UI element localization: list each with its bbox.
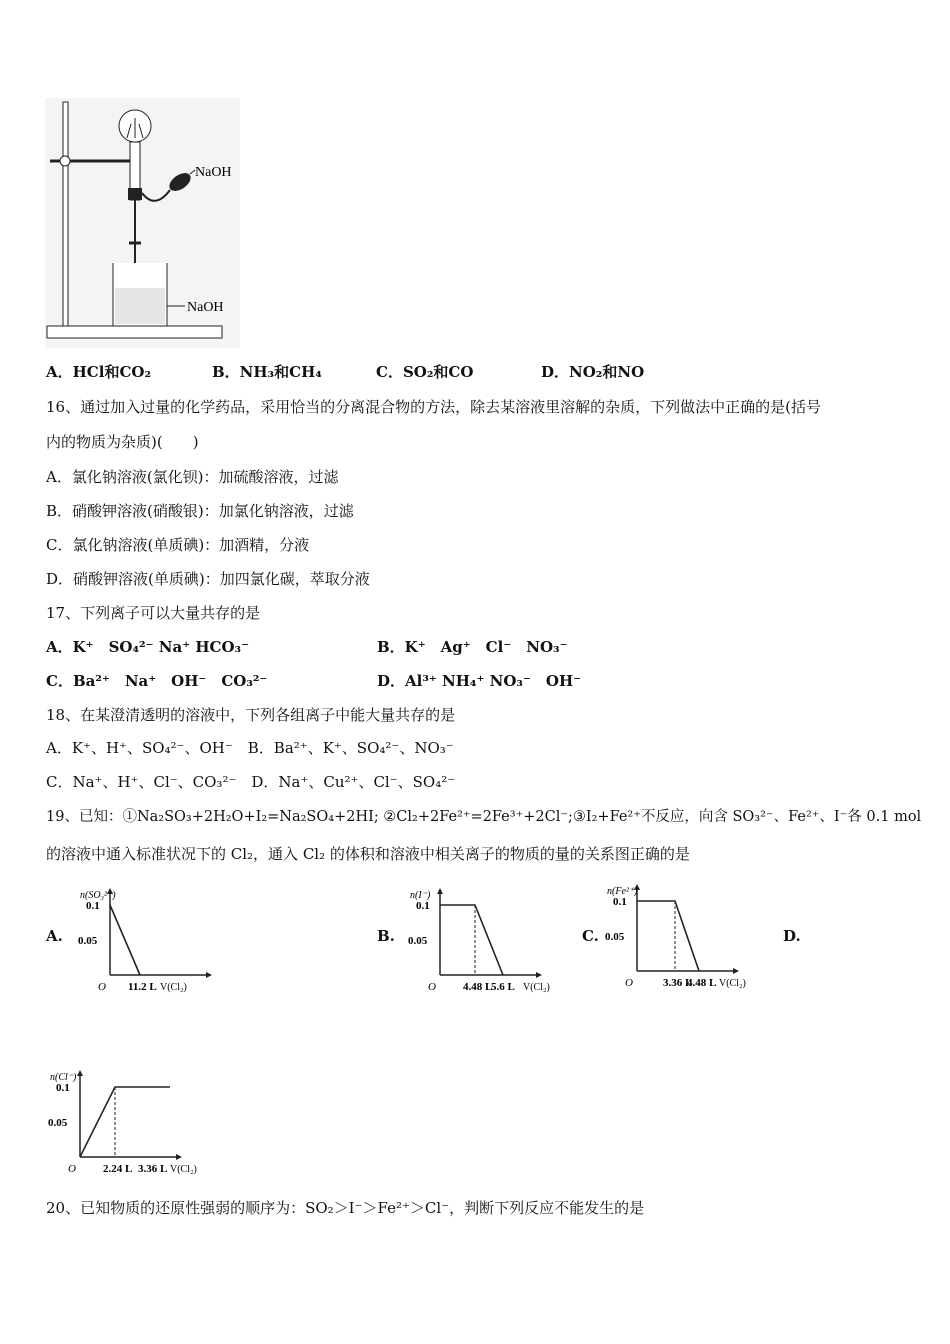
q17-option-c[interactable]: C．Ba²⁺ Na⁺ OH⁻ CO₃²⁻ — [46, 672, 268, 690]
y-axis-label: n(SO₃²⁻) — [80, 890, 116, 901]
q19-graph-d — [40, 1062, 210, 1177]
q17-option-a[interactable]: A．K⁺ SO₄²⁻ Na⁺ HCO₃⁻ — [46, 638, 250, 656]
x-axis-arrow — [536, 972, 542, 978]
gas-absorption-apparatus — [45, 98, 245, 353]
q19-option-c-letter[interactable]: C. — [582, 927, 599, 945]
x-tick-label: 11.2 L — [128, 981, 157, 993]
q18-options-cd[interactable]: C．Na⁺、H⁺、Cl⁻、CO₃²⁻ D．Na⁺、Cu²⁺、Cl⁻、SO₄²⁻ — [46, 773, 456, 791]
q19-graph-b — [400, 880, 570, 995]
data-line — [110, 905, 140, 975]
q16-option-a[interactable]: A．氯化钠溶液(氯化钡)：加硫酸溶液，过滤 — [46, 468, 339, 486]
origin-label: O — [428, 981, 436, 993]
y-tick-label: 0.1 — [416, 900, 430, 912]
y-axis-label: n(Fe²⁺) — [607, 886, 638, 897]
q19-option-a-letter[interactable]: A. — [46, 927, 63, 945]
x-axis-label: V(Cl₂) — [523, 982, 550, 993]
q15-option-c[interactable]: C．SO₂和CO — [376, 363, 474, 381]
q19-graph-a — [70, 880, 240, 995]
y-tick-label: 0.05 — [605, 931, 625, 943]
q18-options-ab[interactable]: A．K⁺、H⁺、SO₄²⁻、OH⁻ B．Ba²⁺、K⁺、SO₄²⁻、NO₃⁻ — [46, 739, 454, 757]
origin-label: O — [98, 981, 106, 993]
q16-option-b[interactable]: B．硝酸钾溶液(硝酸银)：加氯化钠溶液，过滤 — [46, 502, 354, 520]
x-axis-label: V(Cl₂) — [719, 978, 746, 989]
q19-stem-line1: 19、已知：①Na₂SO₃+2H₂O+I₂=Na₂SO₄+2HI; ②Cl₂+2Fe²⁺=2Fe³⁺+2Cl⁻;③I₂+Fe²⁺不反应，向含 SO₃²⁻、Fe²⁺、I⁻各 0.1 mol — [46, 809, 922, 825]
y-tick-label: 0.1 — [56, 1082, 70, 1094]
y-tick-label: 0.05 — [48, 1117, 68, 1129]
q16-option-c[interactable]: C．氯化钠溶液(单质碘)：加酒精，分液 — [46, 536, 310, 554]
y-tick-label: 0.05 — [78, 935, 98, 947]
q20-stem: 20、已知物质的还原性强弱的顺序为：SO₂＞I⁻＞Fe²⁺＞Cl⁻，判断下列反应不能发生的是 — [46, 1199, 645, 1217]
q16-option-d[interactable]: D．硝酸钾溶液(单质碘)：加四氯化碳，萃取分液 — [46, 570, 370, 588]
origin-label: O — [68, 1163, 76, 1175]
data-line — [80, 1087, 170, 1157]
naoh-beaker-label: NaOH — [187, 300, 224, 315]
x-tick-label: 2.24 L — [103, 1163, 133, 1175]
x-axis-label: V(Cl₂) — [170, 1164, 197, 1175]
x-axis-arrow — [176, 1154, 182, 1160]
q17-option-b[interactable]: B．K⁺ Ag⁺ Cl⁻ NO₃⁻ — [377, 638, 568, 656]
x-tick-label: 5.6 L — [491, 981, 515, 993]
y-axis-label: n(Cl⁻) — [50, 1072, 77, 1083]
q16-stem-line1: 16、通过加入过量的化学药品，采用恰当的分离混合物的方法，除去某溶液里溶解的杂质，下列做法中正确的是(括号 — [46, 398, 821, 416]
q15-option-d[interactable]: D．NO₂和NO — [541, 363, 645, 381]
x-tick-label: 3.36 L — [663, 977, 693, 989]
x-axis-arrow — [206, 972, 212, 978]
x-tick-label: 4.48 L — [687, 977, 717, 989]
y-tick-label: 0.1 — [86, 900, 100, 912]
origin-label: O — [625, 977, 633, 989]
x-axis-label: V(Cl₂) — [160, 982, 187, 993]
x-axis-arrow — [733, 968, 739, 974]
data-line — [440, 905, 503, 975]
q17-option-d[interactable]: D．Al³⁺ NH₄⁺ NO₃⁻ OH⁻ — [377, 672, 582, 690]
q16-stem-line2: 内的物质为杂质)( ) — [46, 433, 199, 451]
y-axis-arrow — [437, 888, 443, 894]
q18-stem: 18、在某澄清透明的溶液中，下列各组离子中能大量共存的是 — [46, 706, 456, 724]
q17-stem: 17、下列离子可以大量共存的是 — [46, 604, 261, 622]
y-tick-label: 0.05 — [408, 935, 428, 947]
q15-option-a[interactable]: A．HCl和CO₂ — [46, 363, 152, 381]
naoh-dropper-label: NaOH — [195, 165, 232, 180]
x-tick-label: 4.48 L — [463, 981, 493, 993]
q19-stem-line2: 的溶液中通入标准状况下的 Cl₂，通入 Cl₂ 的体积和溶液中相关离子的物质的量的关系图正确的是 — [46, 845, 690, 863]
q19-option-d-letter[interactable]: D. — [783, 927, 801, 945]
y-tick-label: 0.1 — [613, 896, 627, 908]
y-axis-arrow — [77, 1070, 83, 1076]
q19-graph-c — [597, 876, 767, 991]
y-axis-label: n(I⁻) — [410, 890, 431, 901]
data-line — [637, 901, 699, 971]
x-tick-label: 3.36 L — [138, 1163, 168, 1175]
q19-option-b-letter[interactable]: B. — [377, 927, 395, 945]
q15-option-b[interactable]: B．NH₃和CH₄ — [212, 363, 322, 381]
